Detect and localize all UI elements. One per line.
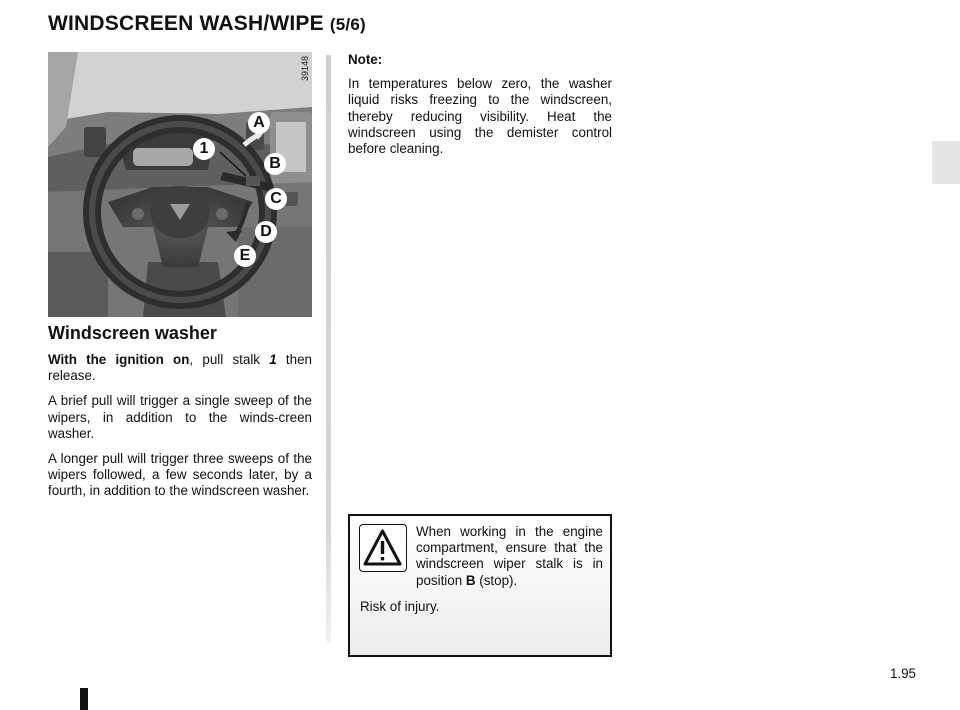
warning-text [416,524,603,589]
page-title [48,12,366,36]
paragraph-brief-pull: A brief pull will trigger a single sweep of the wipers, in addition to the winds-creen washer. [48,393,312,441]
warning-text-b: (stop). [475,572,518,588]
warning-box [348,514,612,657]
page-number: 1.95 [889,666,916,681]
paragraph-ignition [48,352,312,384]
paragraph-ignition-text-a: , pull stalk [189,352,270,367]
warning-risk: Risk of injury. [360,599,440,614]
note-text: In temperatures below zero, the washer liquid risks freezing to the windscreen, thereby reducing visibility. Heat the windscreen using the demister control before cleaning. [348,76,612,157]
ignition-condition: With the ignition on [48,352,190,367]
warning-text-a: When working in the engine compartment, ensure that the windscreen wiper stalk is in position [416,524,603,588]
warning-triangle-icon [359,524,407,572]
callout-D: D [255,221,277,243]
dashboard-illustration [48,52,312,317]
page-part-indicator: (5/6) [329,15,366,34]
callout-1: 1 [193,138,215,160]
crop-mark [80,688,88,710]
section-heading: Windscreen washer [48,323,217,343]
warning-position: B [465,572,476,588]
callout-B: B [264,153,286,175]
stalk-number: 1 [269,352,277,367]
page-title-text: WINDSCREEN WASH/WIPE [48,12,324,35]
column-divider [326,55,331,643]
callout-C: C [265,188,287,210]
left-column [48,322,312,509]
paragraph-longer-pull: A longer pull will trigger three sweeps of the wipers followed, a few seconds later, by a fourth, in addition to the windscreen washer. [48,451,312,499]
note-label: Note: [348,52,383,67]
section-tab-marker [932,141,960,184]
figure-id: 39148 [300,56,310,82]
right-column [348,52,612,157]
callout-E: E [234,245,256,267]
dashboard-photo [48,52,312,317]
callout-A: A [248,112,270,134]
paragraph-ignition-text-b: then release. [48,352,312,384]
